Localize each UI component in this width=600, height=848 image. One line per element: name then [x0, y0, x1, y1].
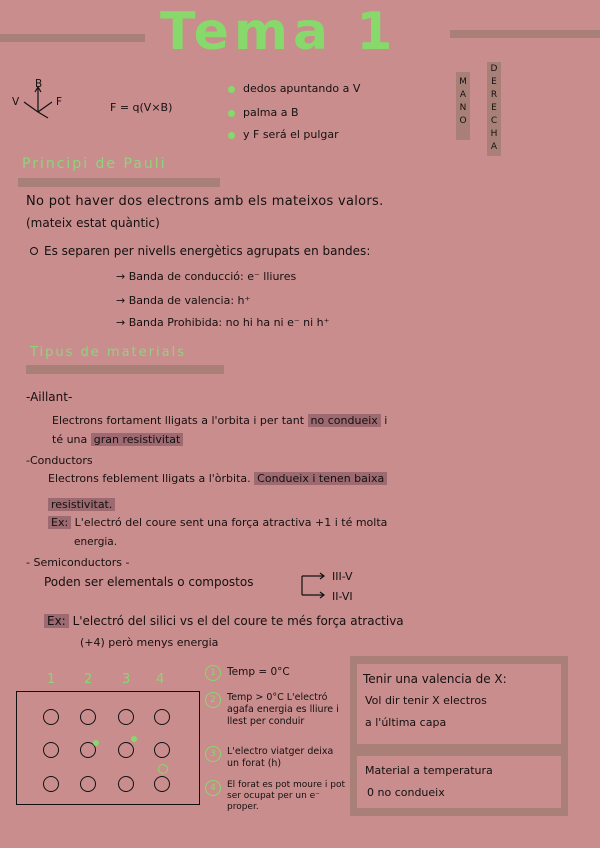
note-temperature-line-1: Material a temperatura: [365, 764, 493, 777]
semiconductors-label: - Semiconductors -: [26, 556, 130, 569]
axis-b-label: B: [35, 78, 43, 90]
step-4: 4 El forat es pot moure i pot ser ocupat per un e⁻ proper.: [205, 780, 345, 813]
branch-arrow: [298, 572, 328, 606]
electron-mark: [131, 736, 137, 742]
branch-iii-v: III-V: [332, 570, 353, 583]
atom: [118, 709, 134, 725]
conductors-label: -Conductors: [26, 454, 93, 467]
atom: [80, 709, 96, 725]
atom: [43, 742, 59, 758]
atom: [43, 776, 59, 792]
note-temperature-line-2: 0 no condueix: [367, 786, 445, 799]
bullet-dot: [228, 86, 235, 93]
column-4: 4: [156, 672, 165, 687]
conductors-text-1: Electrons feblement lligats a l'òrbita. Condueix i tenen baixa: [48, 472, 387, 485]
band-conduction: → Banda de conducció: e⁻ lliures: [116, 270, 297, 283]
page-title: Tema 1: [160, 2, 398, 62]
conductors-text-2: resistivitat.: [48, 498, 115, 511]
hole-mark: [158, 764, 168, 774]
axis-f-label: F: [56, 96, 63, 108]
step-3: 3 L'electro viatger deixa un forat (h): [205, 746, 345, 770]
lattice-box: [16, 691, 200, 805]
atom: [154, 709, 170, 725]
bullet-dot: [228, 132, 235, 139]
step-2: 2 Temp > 0°C L'electró agafa energia es lliure i llest per conduir: [205, 692, 345, 728]
aillant-label: -Aillant-: [26, 390, 73, 404]
lorentz-formula: F = q(V×B): [110, 101, 173, 114]
band-forbidden: → Banda Prohibida: no hi ha ni e⁻ ni h⁺: [116, 316, 330, 329]
step-1: 1 Temp = 0°C: [205, 660, 345, 681]
pauli-line-1: No pot haver dos electrons amb els mateixos valors.: [26, 194, 384, 209]
rule-bullet-1: dedos apuntando a V: [228, 82, 360, 95]
atom: [118, 742, 134, 758]
atom: [80, 776, 96, 792]
branch-ii-vi: II-VI: [332, 590, 353, 603]
pauli-heading-bar: [18, 178, 220, 187]
semiconductors-example-2: (+4) però menys energia: [80, 636, 219, 649]
note-valence-line-2: Vol dir tenir X electros: [365, 694, 487, 707]
branch-arrow-icon: [298, 572, 328, 602]
rule-bullet-3: y F será el pulgar: [228, 128, 339, 141]
aillant-text-2: té una gran resistivitat: [52, 433, 183, 446]
note-valence: [357, 664, 561, 744]
axes-diagram: [14, 78, 74, 122]
column-2: 2: [84, 672, 93, 687]
note-valence-line-1: Tenir una valencia de X:: [363, 672, 507, 686]
title-bar-left: [0, 34, 145, 42]
band-valence: → Banda de valencia: h⁺: [116, 294, 251, 307]
electron-mark: [93, 740, 99, 746]
axes-icon: [14, 78, 74, 122]
pauli-heading: Principi de Pauli: [22, 156, 167, 172]
atom: [154, 776, 170, 792]
note-temperature: [357, 756, 561, 808]
axis-v-label: V: [12, 96, 20, 108]
pauli-line-2: (mateix estat quàntic): [26, 216, 160, 230]
conductors-example-2: energia.: [74, 536, 118, 548]
materials-heading: Tipus de materials: [30, 345, 186, 360]
title-bar-right: [450, 30, 600, 38]
note-valence-line-3: a l'última capa: [365, 716, 447, 729]
column-1: 1: [47, 672, 56, 687]
conductors-example: Ex: L'electró del coure sent una força atractiva +1 i té molta: [48, 516, 387, 529]
semiconductors-text: Poden ser elementals o compostos: [44, 575, 254, 589]
column-3: 3: [122, 672, 131, 687]
derecha-label: D E R E C H A: [490, 64, 498, 152]
materials-heading-bar: [26, 365, 224, 374]
atom: [43, 709, 59, 725]
atom: [154, 742, 170, 758]
mano-label: M A N O: [459, 77, 467, 126]
semiconductors-example: Ex: L'electró del silici vs el del coure te més força atractiva: [44, 614, 404, 628]
aillant-text-1: Electrons fortament lligats a l'orbita i per tant no condueix i: [52, 414, 388, 427]
bullet-dot: [228, 110, 235, 117]
bullet-circle: [30, 247, 38, 255]
pauli-bullet: Es separen per nivells energètics agrupats en bandes:: [30, 244, 370, 258]
rule-bullet-2: palma a B: [228, 106, 299, 119]
atom: [118, 776, 134, 792]
